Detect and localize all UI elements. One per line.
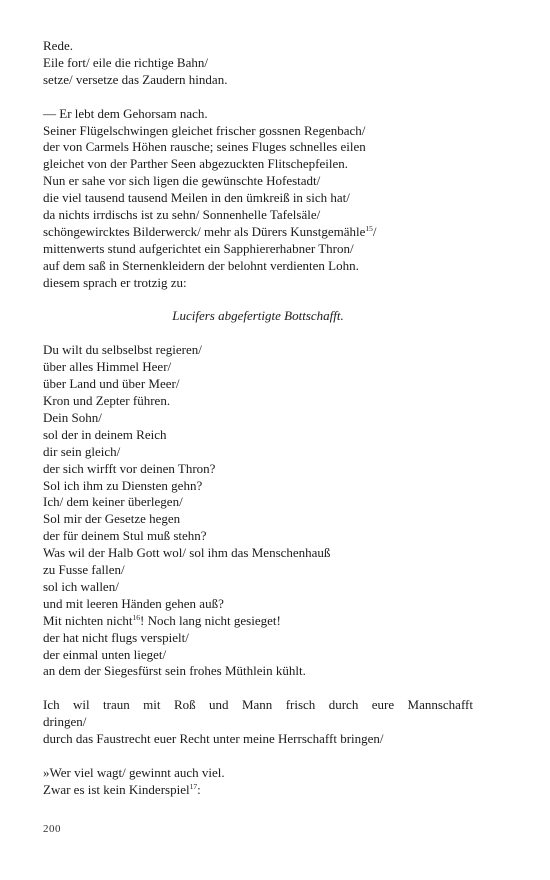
text-line: durch das Faustrecht euer Recht unter meine Herrschafft bringen/ [43,731,384,747]
text-line: der sich wirfft vor deinen Thron? [43,460,216,476]
text-line: Du wilt du selbselbst regieren/ [43,342,202,358]
text-line: Was wil der Halb Gott wol/ sol ihm das Menschenhauß [43,545,331,561]
text-line: »Wer viel wagt/ gewinnt auch viel. [43,764,225,780]
line-text: Mit nichten nicht [43,612,133,628]
stanza-gap [43,292,473,309]
page-body [43,38,473,799]
text-line: sol der in deinem Reich [43,426,167,442]
text-line-footnote-16 [43,613,473,630]
text-line: Kron und Zepter führen. [43,392,171,408]
text-line: Eile fort/ eile die richtige Bahn/ [43,54,208,70]
line-text: Zwar es ist kein Kinderspiel [43,781,190,797]
page-number: 200 [43,823,61,835]
text-line: der hat nicht flugs verspielt/ [43,629,189,645]
text-line: Dein Sohn/ [43,409,102,425]
text-line: und mit leeren Händen gehen auß? [43,595,224,611]
footnote-marker[interactable]: 15 [365,223,373,233]
text-line: da nichts irrdischs ist zu sehn/ Sonnenhelle Tafelsäle/ [43,207,321,223]
text-line: der für deinem Stul muß stehn? [43,528,207,544]
text-line: dir sein gleich/ [43,443,121,459]
line-text: : [197,781,201,797]
text-line: an dem der Siegesfürst sein frohes Müthlein kühlt. [43,663,306,679]
text-line: setze/ versetze das Zaudern hindan. [43,71,228,87]
text-line: Sol ich ihm zu Diensten gehn? [43,477,203,493]
text-line: der von Carmels Höhen rausche; seines Fluges schnelles eilen [43,139,366,155]
text-line: Nun er sahe vor sich ligen die gewünschte Hofestadt/ [43,173,321,189]
text-line: Rede. [43,38,73,53]
text-line: über alles Himmel Heer/ [43,359,172,375]
stanza-gap [43,748,473,765]
footnote-marker[interactable]: 17 [189,781,198,791]
text-line: diesem sprach er trotzig zu: [43,274,187,290]
text-line: Seiner Flügelschwingen gleichet frischer gossnen Regenbach/ [43,122,366,138]
text-line: der einmal unten lieget/ [43,646,167,662]
text-line: gleichet von der Parther Seen abgezuckten Flitschepfeilen. [43,156,349,172]
text-line: Ich wil traun mit Roß und Mann frisch durch eure Mannschafft [43,697,473,713]
text-line: — Er lebt dem Gehorsam nach. [43,105,208,121]
line-text: schöngewircktes Bilderwerck/ mehr als Dürers Kunstgemähle [43,223,366,239]
text-line: dringen/ [43,714,87,730]
section-heading: Lucifers abgefertigte Bottschafft. [172,308,344,324]
text-line-footnote-15 [43,224,473,241]
text-line: über Land und über Meer/ [43,376,180,392]
text-line: Ich/ dem keiner überlegen/ [43,494,183,510]
text-line: mittenwerts stund aufgerichtet ein Sapphiererhabner Thron/ [43,240,354,256]
stanza-gap [43,680,473,697]
text-line: Sol mir der Gesetze hegen [43,511,181,527]
text-line-footnote-17 [43,782,473,799]
line-text: ! Noch lang nicht gesieget! [140,612,281,628]
line-text: / [372,223,377,239]
footnote-marker[interactable]: 16 [132,612,141,622]
text-line: die viel tausend tausend Meilen in den ümkreiß in sich hat/ [43,190,350,206]
stanza-gap [43,325,473,342]
stanza-gap [43,89,473,106]
text-line: auf dem saß in Sternenkleidern der belohnt verdienten Lohn. [43,257,359,273]
text-line: zu Fusse fallen/ [43,562,125,578]
text-line: sol ich wallen/ [43,578,119,594]
